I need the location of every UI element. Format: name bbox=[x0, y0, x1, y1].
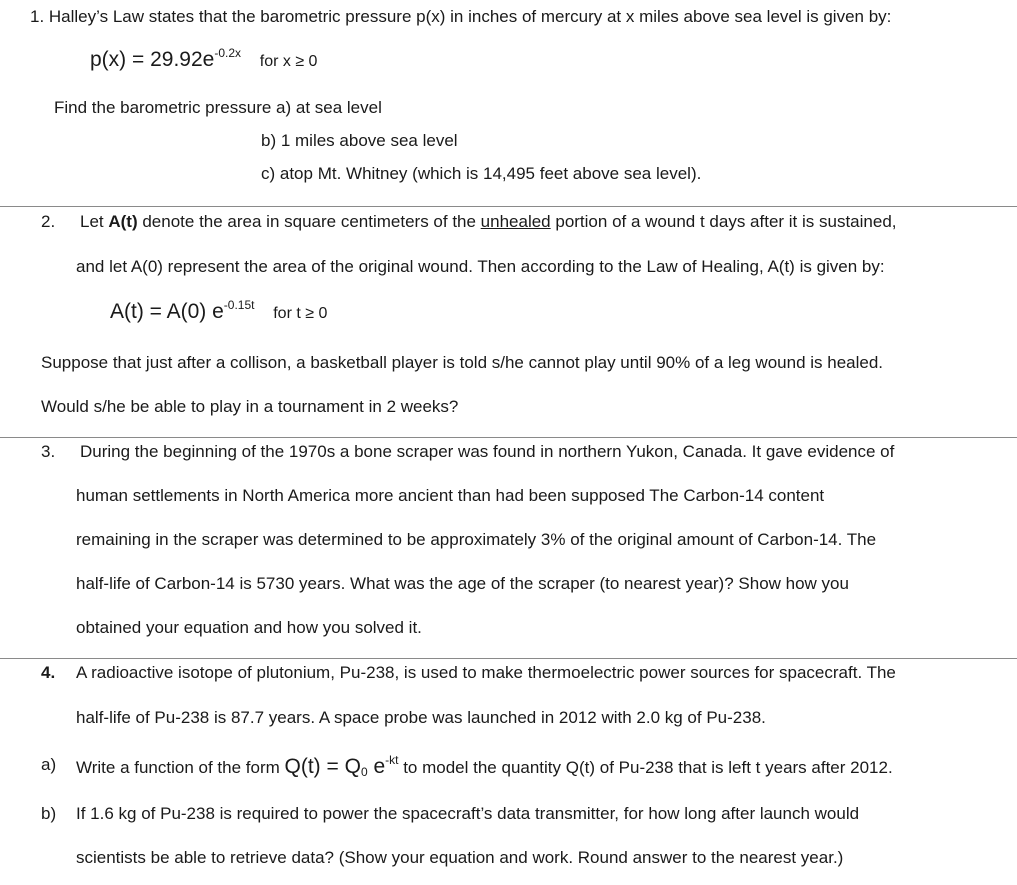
bold-term: A(t) bbox=[108, 212, 138, 231]
text: Write a function of the form bbox=[76, 758, 285, 777]
equation-exponent: -0.2x bbox=[214, 46, 242, 60]
problem-2-line-3: Suppose that just after a collison, a basketball player is told s/he cannot play until 90% of a leg wound is healed. bbox=[41, 353, 884, 372]
problem-3-line-1: During the beginning of the 1970s a bone scraper was found in northern Yukon, Canada. It gave evidence of bbox=[80, 442, 895, 461]
problem-4-part-b-label: b) bbox=[41, 804, 57, 823]
equation-condition: for x ≥ 0 bbox=[259, 53, 318, 70]
text: Let bbox=[80, 212, 109, 231]
problem-4-number: 4. bbox=[41, 663, 56, 682]
problem-3-line-2: human settlements in North America more ancient than had been supposed The Carbon-14 content bbox=[76, 486, 825, 505]
text: to model the quantity Q(t) of Pu-238 that is left t years after 2012. bbox=[398, 758, 893, 777]
problem-3-line-3: remaining in the scraper was determined to be approximately 3% of the original amount of Carbon-14. The bbox=[76, 530, 877, 549]
problem-1-intro: 1. Halley’s Law states that the barometric pressure p(x) in inches of mercury at x miles above sea level is given by: bbox=[30, 7, 892, 26]
problem-2-equation bbox=[110, 298, 328, 323]
divider bbox=[0, 658, 1017, 659]
underlined-term: unhealed bbox=[480, 212, 551, 231]
problem-3-line-5: obtained your equation and how you solved it. bbox=[76, 618, 422, 637]
equation-base: A(t) = A(0) e bbox=[110, 300, 224, 323]
problem-1-part-b: b) 1 miles above sea level bbox=[261, 131, 458, 150]
problem-4-line-2: half-life of Pu-238 is 87.7 years. A space probe was launched in 2012 with 2.0 kg of Pu-238. bbox=[76, 708, 766, 727]
function-form: Q(t) = Q bbox=[284, 755, 361, 778]
function-e: e bbox=[367, 755, 386, 778]
problem-2-line-4: Would s/he be able to play in a tournament in 2 weeks? bbox=[41, 397, 459, 416]
text: portion of a wound t days after it is sustained, bbox=[550, 212, 897, 231]
problem-3-number: 3. bbox=[41, 442, 56, 461]
divider bbox=[0, 206, 1017, 207]
problem-1-equation bbox=[90, 46, 318, 71]
problem-4-line-1: A radioactive isotope of plutonium, Pu-238, is used to make thermoelectric power sources for spacecraft. The bbox=[76, 663, 896, 682]
exponent: -kt bbox=[385, 753, 399, 767]
problem-1-part-c: c) atop Mt. Whitney (which is 14,495 feet above sea level). bbox=[261, 164, 702, 183]
problem-1-part-a: Find the barometric pressure a) at sea level bbox=[54, 98, 382, 117]
equation-exponent: -0.15t bbox=[223, 298, 255, 312]
equation-base: p(x) = 29.92e bbox=[90, 48, 215, 71]
equation-condition: for t ≥ 0 bbox=[273, 305, 328, 322]
divider bbox=[0, 437, 1017, 438]
subscript: 0 bbox=[360, 765, 368, 779]
problem-3-line-4: half-life of Carbon-14 is 5730 years. What was the age of the scraper (to nearest year)? Show how you bbox=[76, 574, 849, 593]
problem-2-line-2: and let A(0) represent the area of the original wound. Then according to the Law of Healing, A(t) is given by: bbox=[76, 257, 885, 276]
problem-4-part-a-label: a) bbox=[41, 755, 57, 774]
problem-2-line-1 bbox=[80, 213, 897, 230]
problem-2-number: 2. bbox=[41, 212, 56, 231]
text: denote the area in square centimeters of the bbox=[137, 212, 481, 231]
problem-4-part-a bbox=[76, 753, 893, 779]
problem-4-part-b-line-2: scientists be able to retrieve data? (Show your equation and work. Round answer to the nearest year.) bbox=[76, 848, 844, 867]
problem-4-part-b-line-1: If 1.6 kg of Pu-238 is required to power the spacecraft’s data transmitter, for how long after launch would bbox=[76, 804, 860, 823]
